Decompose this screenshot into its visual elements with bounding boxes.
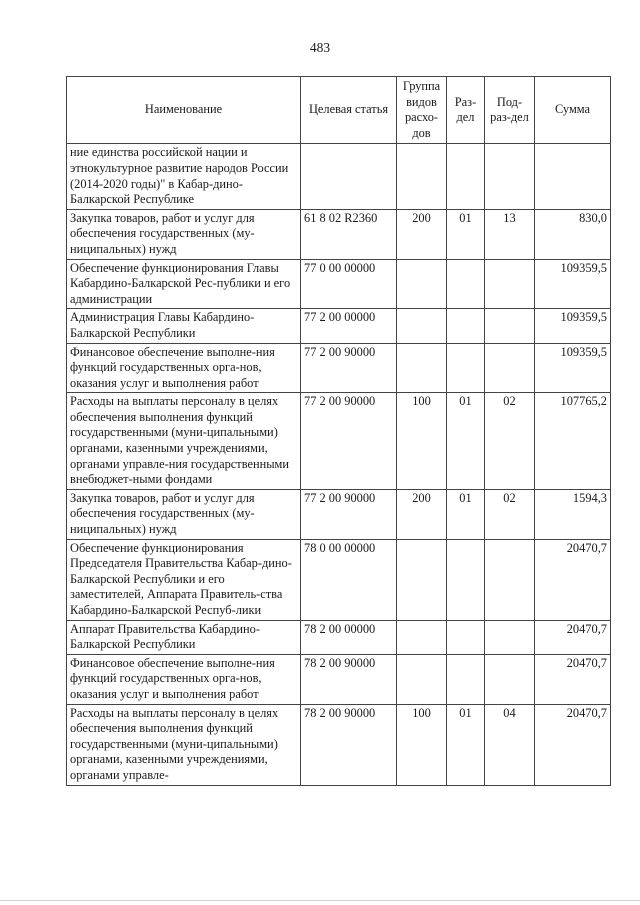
- cell-subsection: [485, 620, 535, 654]
- table-row: [67, 209, 611, 259]
- cell-section: [447, 343, 485, 393]
- table-row: [67, 620, 611, 654]
- cell-subsection: 04: [485, 704, 535, 785]
- cell-subsection: [485, 343, 535, 393]
- cell-group: 200: [397, 209, 447, 259]
- cell-target: 78 2 00 90000: [301, 704, 397, 785]
- table-row: [67, 539, 611, 620]
- cell-group: 100: [397, 704, 447, 785]
- cell-sum: 20470,7: [535, 539, 611, 620]
- cell-name: Обеспечение функционирования Председателя Правительства Кабар-дино-Балкарской Республики и его заместителей, Аппарата Правитель-ства Кабардино-Балкарской Респуб-лики: [67, 539, 301, 620]
- cell-target: 61 8 02 R2360: [301, 209, 397, 259]
- table-row: [67, 343, 611, 393]
- table-body: [67, 144, 611, 785]
- cell-group: [397, 539, 447, 620]
- page-number: 483: [309, 40, 331, 55]
- cell-section: 01: [447, 489, 485, 539]
- cell-sum: 830,0: [535, 209, 611, 259]
- cell-name: Финансовое обеспечение выполне-ния функций государственных орга-нов, оказания услуг и выполнения работ: [67, 343, 301, 393]
- cell-subsection: 02: [485, 393, 535, 490]
- cell-name: Аппарат Правительства Кабардино-Балкарской Республики: [67, 620, 301, 654]
- header-section: Раз-дел: [447, 77, 485, 144]
- cell-group: [397, 654, 447, 704]
- cell-subsection: [485, 309, 535, 343]
- cell-group: [397, 309, 447, 343]
- cell-name: Администрация Главы Кабардино-Балкарской Республики: [67, 309, 301, 343]
- cell-group: [397, 343, 447, 393]
- budget-table: [66, 76, 611, 786]
- header-subsection: Под-раз-дел: [485, 77, 535, 144]
- cell-name: Обеспечение функционирования Главы Кабардино-Балкарской Рес-публики и его администрации: [67, 259, 301, 309]
- cell-target: 78 2 00 90000: [301, 654, 397, 704]
- cell-section: 01: [447, 393, 485, 490]
- cell-target: 77 2 00 90000: [301, 393, 397, 490]
- cell-section: [447, 654, 485, 704]
- cell-target: 77 2 00 90000: [301, 343, 397, 393]
- cell-section: 01: [447, 704, 485, 785]
- cell-section: [447, 259, 485, 309]
- cell-subsection: [485, 259, 535, 309]
- cell-target: 77 0 00 00000: [301, 259, 397, 309]
- cell-group: [397, 144, 447, 209]
- cell-name: Расходы на выплаты персоналу в целях обеспечения выполнения функций государственными (муни-ципальными) органами, казенными учреждениями, органами управле-: [67, 704, 301, 785]
- cell-target: 77 2 00 00000: [301, 309, 397, 343]
- cell-section: 01: [447, 209, 485, 259]
- header-row: [67, 77, 611, 144]
- cell-target: [301, 144, 397, 209]
- cell-group: 200: [397, 489, 447, 539]
- cell-sum: 109359,5: [535, 259, 611, 309]
- cell-subsection: [485, 144, 535, 209]
- cell-name: Закупка товаров, работ и услуг для обеспечения государственных (му-ниципальных) нужд: [67, 209, 301, 259]
- cell-sum: 109359,5: [535, 309, 611, 343]
- cell-sum: 109359,5: [535, 343, 611, 393]
- cell-group: [397, 620, 447, 654]
- header-name: Наименование: [67, 77, 301, 144]
- cell-sum: [535, 144, 611, 209]
- cell-sum: 20470,7: [535, 704, 611, 785]
- cell-section: [447, 309, 485, 343]
- header-group: Группа видов расхо-дов: [397, 77, 447, 144]
- page-edge-line: [0, 900, 640, 901]
- cell-subsection: [485, 539, 535, 620]
- header-target: Целевая статья: [301, 77, 397, 144]
- header-sum: Сумма: [535, 77, 611, 144]
- table-row: [67, 654, 611, 704]
- cell-sum: 20470,7: [535, 654, 611, 704]
- table-row: [67, 393, 611, 490]
- table-row: [67, 704, 611, 785]
- cell-subsection: [485, 654, 535, 704]
- cell-subsection: 13: [485, 209, 535, 259]
- cell-name: Закупка товаров, работ и услуг для обеспечения государственных (му-ниципальных) нужд: [67, 489, 301, 539]
- cell-target: 78 0 00 00000: [301, 539, 397, 620]
- cell-target: 77 2 00 90000: [301, 489, 397, 539]
- cell-group: [397, 259, 447, 309]
- cell-name: ние единства российской нации и этнокультурное развитие народов России (2014-2020 годы)" в Кабар-дино-Балкарской Республике: [67, 144, 301, 209]
- cell-name: Расходы на выплаты персоналу в целях обеспечения выполнения функций государственными (муни-ципальными) органами, казенными учреждениями, органами управле-ния государственными внебюджет-ными фондами: [67, 393, 301, 490]
- table-row: [67, 259, 611, 309]
- table-row: [67, 309, 611, 343]
- cell-sum: 107765,2: [535, 393, 611, 490]
- table-row: [67, 489, 611, 539]
- cell-sum: 20470,7: [535, 620, 611, 654]
- cell-section: [447, 539, 485, 620]
- cell-section: [447, 620, 485, 654]
- cell-section: [447, 144, 485, 209]
- cell-name: Финансовое обеспечение выполне-ния функций государственных орга-нов, оказания услуг и выполнения работ: [67, 654, 301, 704]
- cell-target: 78 2 00 00000: [301, 620, 397, 654]
- table-row: [67, 144, 611, 209]
- cell-subsection: 02: [485, 489, 535, 539]
- cell-sum: 1594,3: [535, 489, 611, 539]
- cell-group: 100: [397, 393, 447, 490]
